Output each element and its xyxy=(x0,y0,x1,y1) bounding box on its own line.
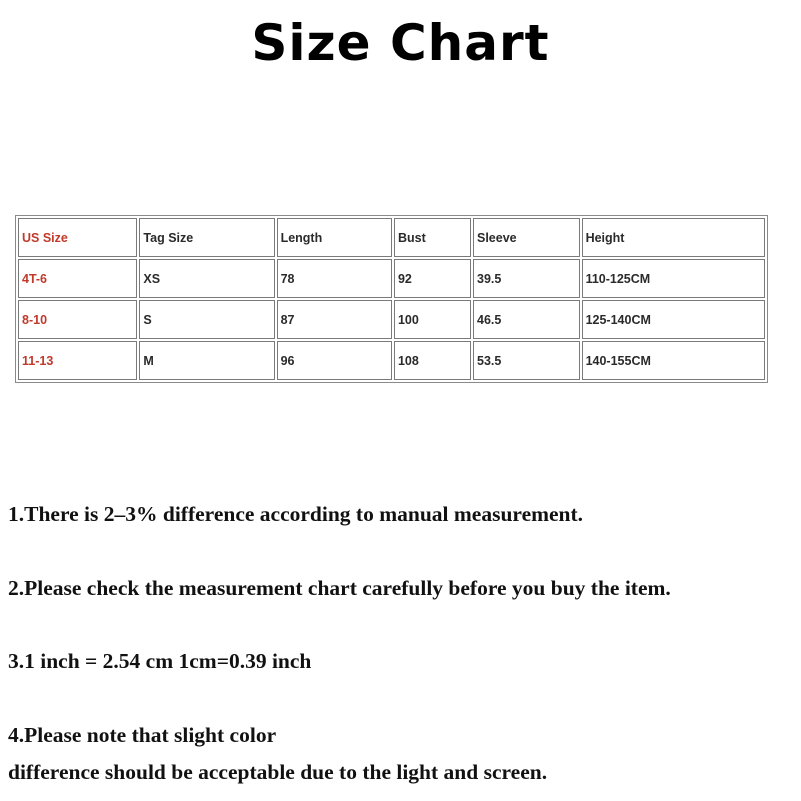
table-header-row xyxy=(18,218,765,257)
header-height: Height xyxy=(582,218,765,257)
cell-us-size: 8-10 xyxy=(18,300,137,339)
header-sleeve: Sleeve xyxy=(473,218,580,257)
header-bust: Bust xyxy=(394,218,471,257)
size-chart-table xyxy=(15,215,768,383)
table-row xyxy=(18,300,765,339)
cell-tag-size: S xyxy=(139,300,274,339)
header-tag-size: Tag Size xyxy=(139,218,274,257)
note-1: 1.There is 2–3% difference according to manual measurement. xyxy=(8,502,584,526)
cell-sleeve: 53.5 xyxy=(473,341,580,380)
cell-length: 96 xyxy=(277,341,392,380)
cell-bust: 108 xyxy=(394,341,471,380)
cell-height: 110-125CM xyxy=(582,259,765,298)
header-us-size: US Size xyxy=(18,218,137,257)
cell-tag-size: XS xyxy=(139,259,274,298)
cell-height: 140-155CM xyxy=(582,341,765,380)
table-row xyxy=(18,259,765,298)
cell-height: 125-140CM xyxy=(582,300,765,339)
cell-length: 78 xyxy=(277,259,392,298)
cell-sleeve: 46.5 xyxy=(473,300,580,339)
note-2: 2.Please check the measurement chart carefully before you buy the item. xyxy=(8,576,671,600)
cell-tag-size: M xyxy=(139,341,274,380)
page-title: Size Chart xyxy=(251,14,550,72)
cell-us-size: 11-13 xyxy=(18,341,137,380)
cell-bust: 92 xyxy=(394,259,471,298)
note-4-line-1: 4.Please note that slight color xyxy=(8,723,277,747)
note-3: 3.1 inch = 2.54 cm 1cm=0.39 inch xyxy=(8,649,312,673)
cell-length: 87 xyxy=(277,300,392,339)
header-length: Length xyxy=(277,218,392,257)
cell-sleeve: 39.5 xyxy=(473,259,580,298)
cell-bust: 100 xyxy=(394,300,471,339)
table-row xyxy=(18,341,765,380)
note-4-line-2: difference should be acceptable due to the light and screen. xyxy=(8,760,548,784)
cell-us-size: 4T-6 xyxy=(18,259,137,298)
